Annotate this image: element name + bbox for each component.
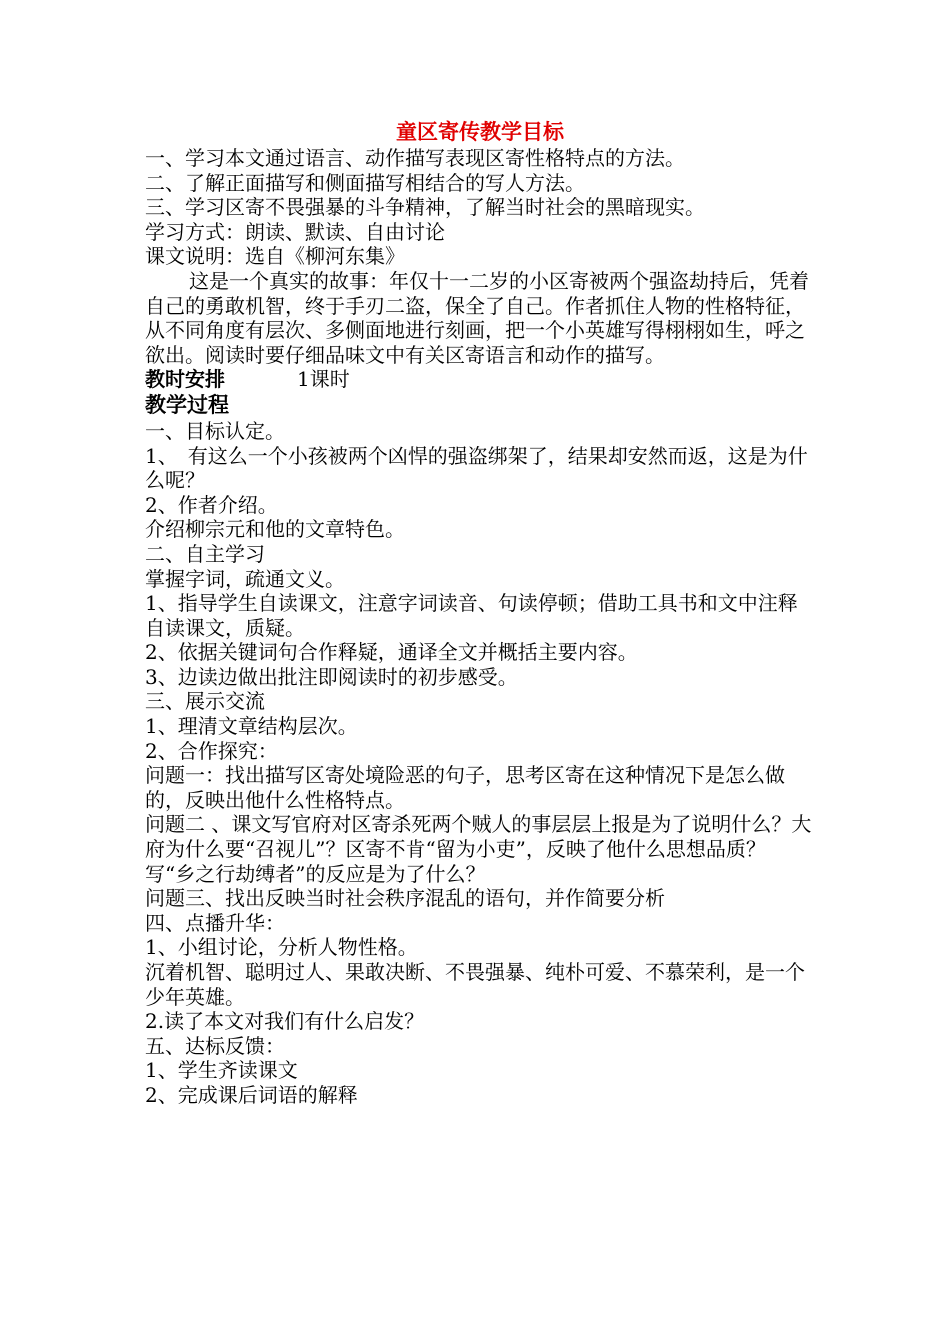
process-line: 五、达标反馈： [145, 1033, 285, 1058]
process-line: 2.读了本文对我们有什么启发？ [145, 1009, 425, 1034]
document-body [145, 118, 815, 1108]
process-line: 掌握字词，疏通文义。 [145, 566, 345, 591]
process-line: 1、指导学生自读课文，注意字词读音、句读停顿；借助工具书和文中注释自读课文，质疑。 [145, 591, 798, 640]
text-note: 课文说明：选自《柳河东集》 [145, 244, 405, 269]
document-title: 童区寄传教学目标 [396, 120, 564, 144]
process-line: 2、作者介绍。 [145, 492, 278, 517]
process-line: 1、理清文章结构层次。 [145, 714, 358, 739]
process-line: 问题二 、课文写官府对区寄杀死两个贼人的事层层上报是为了说明什么？大府为什么要“召视儿”？区寄不肯“留为小吏”，反映了他什么思想品质？写“乡之行劫缚者”的反应是为了什么？ [145, 812, 812, 886]
process-line: 问题一：找出描写区寄处境险恶的句子，思考区寄在这种情况下是怎么做的，反映出他什么性格特点。 [145, 763, 785, 812]
process-line: 三、展示交流 [145, 689, 265, 714]
process-line: 一、目标认定。 [145, 418, 285, 443]
schedule-row [145, 367, 815, 392]
schedule-value: 1课时 [297, 367, 350, 392]
process-line: 2、合作探究： [145, 738, 278, 763]
process-line: 2、完成课后词语的解释 [145, 1082, 358, 1107]
process-line: 1、学生齐读课文 [145, 1058, 298, 1083]
process-line: 问题三、找出反映当时社会秩序混乱的语句，并作简要分析 [145, 886, 665, 911]
goal-1: 一、学习本文通过语言、动作描写表现区寄性格特点的方法。 [145, 146, 685, 170]
process-heading: 教学过程 [145, 392, 229, 417]
process-line: 2、依据关键词句合作释疑，通译全文并概括主要内容。 [145, 640, 638, 665]
process-line: 介绍柳宗元和他的文章特色。 [145, 517, 405, 542]
goal-2: 二、了解正面描写和侧面描写相结合的写人方法。 [145, 170, 585, 195]
goal-3: 三、学习区寄不畏强暴的斗争精神，了解当时社会的黑暗现实。 [145, 195, 705, 220]
process-line: 四、点播升华： [145, 910, 285, 935]
process-line: 沉着机智、聪明过人、果敢决断、不畏强暴、纯朴可爱、不慕荣利，是一个少年英雄。 [145, 960, 805, 1009]
study-method: 学习方式：朗读、默读、自由讨论 [145, 219, 445, 244]
process-line: 1、 有这么一个小孩被两个凶悍的强盗绑架了，结果却安然而返，这是为什么呢？ [145, 443, 808, 493]
schedule-label: 教时安排 [145, 367, 225, 392]
process-line: 3、边读边做出批注即阅读时的初步感受。 [145, 664, 518, 689]
process-line: 1、小组讨论，分析人物性格。 [145, 935, 418, 960]
intro-paragraph: 这是一个真实的故事：年仅十一二岁的小区寄被两个强盗劫持后，凭着自己的勇敢机智，终于手刃二盗，保全了自己。作者抓住人物的性格特征，从不同角度有层次、多侧面地进行刻画，把一个小英雄写得栩栩如生，呼之欲出。阅读时要仔细品味文中有关区寄语言和动作的描写。 [145, 268, 809, 367]
process-line: 二、自主学习 [145, 541, 265, 566]
